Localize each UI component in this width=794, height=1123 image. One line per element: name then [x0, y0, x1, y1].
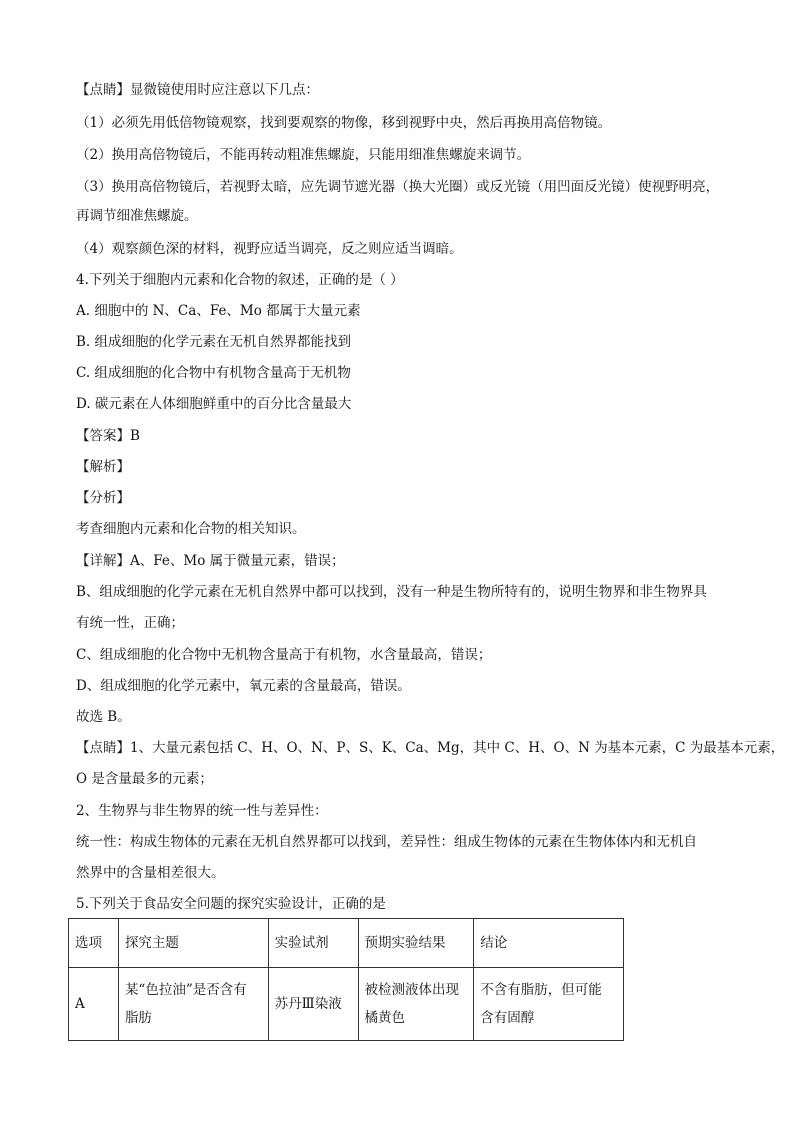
table-header-row — [69, 919, 624, 968]
notes-point-3-line-2: 再调节细准焦螺旋。 — [76, 208, 198, 224]
q4-fenxi-heading: 【分析】 — [76, 490, 130, 506]
q4-tip-1-line-2: O 是含量最多的元素； — [76, 771, 213, 787]
cell-reagent: 苏丹Ⅲ染液 — [268, 968, 358, 1041]
table-row — [69, 968, 624, 1041]
q4-tip-3-line-1: 统一性：构成生物体的元素在无机自然界都可以找到，差异性：组成生物体的元素在生物体体内和无机自 — [76, 834, 697, 850]
q4-tip-1-line-1: 【点睛】1、大量元素包括 C、H、O、N、P、S、K、Ca、Mg，其中 C、H、O、N 为基本元素，C 为最基本元素， — [76, 740, 785, 756]
q4-analysis-heading: 【解析】 — [76, 459, 130, 475]
q4-option-a: A. 细胞中的 N、Ca、Fe、Mo 都属于大量元素 — [76, 303, 361, 319]
experiment-table — [68, 918, 624, 1041]
cell-topic — [118, 968, 268, 1041]
header-option: 选项 — [69, 919, 119, 968]
notes-point-4: （4）观察颜色深的材料，视野应适当调亮，反之则应适当调暗。 — [76, 241, 463, 257]
header-reagent: 实验试剂 — [268, 919, 358, 968]
q4-option-b: B. 组成细胞的化学元素在无机自然界都能找到 — [76, 334, 352, 350]
q4-choose: 故选 B。 — [76, 709, 131, 725]
header-result: 预期实验结果 — [358, 919, 474, 968]
q4-detail-b-line-1: B、组成细胞的化学元素在无机自然界中都可以找到，没有一种是生物所特有的，说明生物界和非生物界具 — [76, 584, 707, 600]
cell-result-line-1: 被检测液体出现 — [364, 982, 459, 998]
q4-option-c: C. 组成细胞的化合物中有机物含量高于无机物 — [76, 365, 351, 381]
q4-detail-c: C、组成细胞的化合物中无机物含量高于有机物，水含量最高，错误； — [76, 647, 492, 663]
cell-conclusion — [474, 968, 624, 1041]
header-conclusion: 结论 — [474, 919, 624, 968]
cell-conclusion-line-1: 不含有脂肪，但可能 — [480, 982, 602, 998]
cell-topic-line-1: 某“色拉油”是否含有 — [124, 982, 247, 998]
q4-option-d: D. 碳元素在人体细胞鲜重中的百分比含量最大 — [76, 396, 352, 412]
cell-topic-line-2: 脂肪 — [124, 1010, 152, 1026]
q4-answer: 【答案】B — [76, 428, 140, 444]
notes-title: 【点睛】显微镜使用时应注意以下几点： — [76, 82, 319, 98]
q4-tip-2: 2、生物界与非生物界的统一性与差异性： — [76, 803, 328, 819]
q4-tip-3-line-2: 然界中的含量相差很大。 — [76, 865, 225, 881]
q4-detail-b-line-2: 有统一性，正确； — [76, 615, 184, 631]
notes-point-1: （1）必须先用低倍物镜观察，找到要观察的物像，移到视野中央，然后再换用高倍物镜。 — [76, 115, 612, 131]
notes-point-3-line-1: （3）换用高倍物镜后，若视野太暗，应先调节遮光器（换大光圈）或反光镜（用凹面反光镜）使视野明亮， — [76, 179, 720, 195]
cell-result-line-2: 橘黄色 — [364, 1010, 405, 1026]
cell-option: A — [69, 968, 119, 1041]
q4-detail-d: D、组成细胞的化学元素中，氧元素的含量最高，错误。 — [76, 678, 411, 694]
header-topic: 探究主题 — [118, 919, 268, 968]
cell-conclusion-line-2: 含有固醇 — [480, 1010, 535, 1026]
q5-stem: 5.下列关于食品安全问题的探究实验设计，正确的是 — [76, 896, 386, 912]
notes-point-2: （2）换用高倍物镜后，不能再转动粗准焦螺旋，只能用细准焦螺旋来调节。 — [76, 147, 531, 163]
q4-fenxi-text: 考查细胞内元素和化合物的相关知识。 — [76, 521, 306, 537]
q4-detail-a: 【详解】A、Fe、Mo 属于微量元素，错误； — [76, 553, 345, 569]
q4-stem: 4.下列关于细胞内元素和化合物的叙述，正确的是（ ） — [76, 272, 404, 288]
cell-result — [358, 968, 474, 1041]
